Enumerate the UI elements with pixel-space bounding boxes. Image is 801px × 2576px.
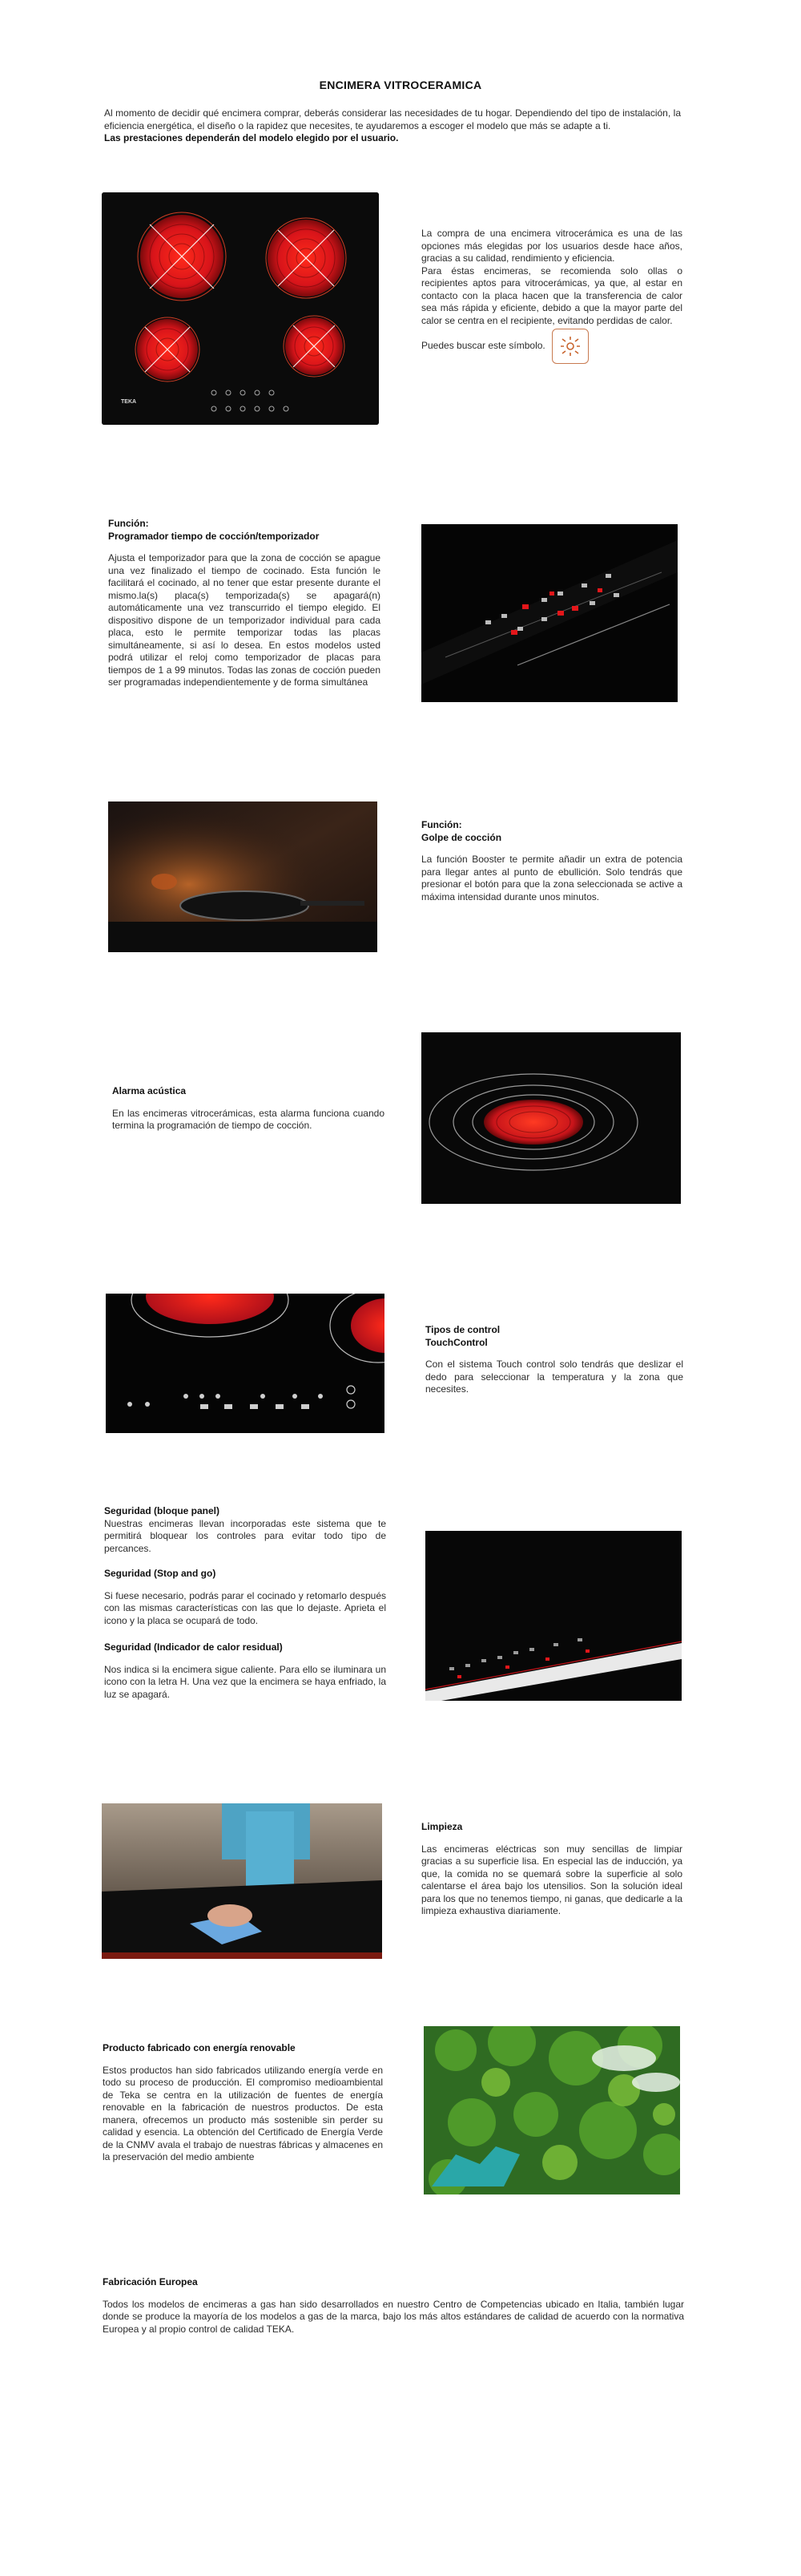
section7-text (421, 1821, 682, 1918)
cookware-symbol-icon (552, 329, 589, 364)
timer-controls-image (421, 524, 678, 702)
intro-bold-line: Las prestaciones dependerán del modelo elegido por el usuario. (104, 132, 399, 143)
section1-text (421, 228, 682, 364)
section1-paragraph2: Para éstas encimeras, se recomienda solo ollas o recipientes aptos para vitrocerámicas, ya que, al estar en contacto con la placa hacen que la transferencia de calor sea más rápida y eficiente, debido a que la mayor parte del calor se centra en el recipiente, evitando perdidas de calor. (421, 264, 682, 326)
section9-heading: Fabricación Europea (103, 2276, 198, 2287)
section4-heading: Alarma acústica (112, 1085, 187, 1096)
section1-symbol-text: Puedes buscar este símbolo. (421, 340, 545, 352)
section8-paragraph: Estos productos han sido fabricados utilizando energía verde en todo su proceso de producción. El compromiso medioambiental de Teka se centra en la utilización de fuentes de energía renovable en la fabricación de nuestros productos. De esta manera, ofrecemos un producto más sostenible sin perder su calidad y esencia. La obtención del Certificado de Energía Verde de la CNMV avala el trabajo de nuestras fábricas y almacenes en la preservación del medio ambiente (103, 2064, 383, 2162)
section3-text (421, 819, 682, 903)
section2-heading2: Programador tiempo de cocción/temporizador (108, 530, 320, 542)
section1-paragraph1: La compra de una encimera vitrocerámica es una de las opciones más elegidas por los usuarios desde hace años, gracias a su calidad, rendimiento y eficiencia. (421, 228, 682, 264)
section2-paragraph: Ajusta el temporizador para que la zona de cocción se apague una vez finalizado el tiempo de cocinado. Esta función le facilitará el cocinado, al no tener que estar presente durante el mismo.la(s) placa(s) temporizada(s) se apagará(n) automáticamente una vez transcurrido el tiempo elegido. El dispositivo dispone de un temporizador individual para cada placa, esto le permite temporizar todas las placas simultáneamente, si así lo desea. En estos modelos usted podrá utilizar el reloj como temporizador de placas para tiempos de 1 a 99 minutos. Todas las zonas de cocción pueden ser programadas independientemente y de forma simultánea (108, 552, 380, 688)
section6-heading3: Seguridad (Indicador de calor residual) (104, 1641, 283, 1653)
section8-heading: Producto fabricado con energía renovable (103, 2042, 296, 2053)
section4-text (112, 1085, 384, 1133)
safety-controls-image (425, 1531, 682, 1701)
section3-paragraph: La función Booster te permite añadir un extra de potencia para llegar antes al punto de ebullición. Solo tendrás que presionar el botón para que la zona seleccionada se active a máxima intensidad durante unos minutos. (421, 854, 682, 902)
section5-text (425, 1324, 683, 1396)
section5-heading1: Tipos de control (425, 1324, 501, 1335)
section7-paragraph: Las encimeras eléctricas son muy sencillas de limpiar gracias a su superficie lisa. En especial las de inducción, ya que, la comida no se quemará sobre la superficie al solo calentarse el área bajo los utensilios. Son la solución ideal para los que no tenemos tiempo, ni ganas, que dedicarle a la limpieza exhaustiva diariamente. (421, 1843, 682, 1916)
touch-control-image (106, 1294, 384, 1433)
section6-paragraph3: Nos indica si la encimera sigue caliente. Para ello se iluminara un icono con la letra H. Una vez que la encimera se haya enfriado, la luz se apagará. (104, 1663, 386, 1700)
section2-heading1: Función: (108, 518, 149, 529)
section2-text (108, 518, 380, 689)
section9-paragraph: Todos los modelos de encimeras a gas han sido desarrollados en nuestro Centro de Competencias ubicado en Italia, también lugar donde se produce la mayoría de los modelos a gas de la marca, bajo los más altos estándares de calidad de acuerdo con la normativa Europea y al propio control de calidad TEKA. (103, 2298, 684, 2335)
section6-paragraph2: Si fuese necesario, podrás parar el cocinado y retomarlo después con las mismas características con las que lo dejaste. Aprieta el icono y la placa se ocupará de todo. (104, 1589, 386, 1626)
intro (104, 107, 681, 145)
cooktop-top-view-image (102, 192, 379, 425)
booster-pan-image (108, 801, 377, 952)
section5-paragraph: Con el sistema Touch control solo tendrás que deslizar el dedo para seleccionar la temperatura y la zona que necesites. (425, 1359, 683, 1395)
section6-text (104, 1505, 386, 1701)
section5-heading2: TouchControl (425, 1336, 488, 1348)
section9-text (103, 2276, 684, 2336)
section6-heading2: Seguridad (Stop and go) (104, 1568, 216, 1579)
section7-heading: Limpieza (421, 1821, 463, 1832)
section3-heading2: Golpe de cocción (421, 831, 502, 843)
brand-mark: TEKA (121, 399, 137, 405)
intro-text: Al momento de decidir qué encimera comprar, deberás considerar las necesidades de tu hogar. Dependiendo del tipo de instalación, la eficiencia energética, el diseño o la rapidez que necesites, te ayudaremos a escoger el modelo que más se adapte a ti. (104, 107, 681, 131)
page-title: ENCIMERA VITROCERAMICA (319, 79, 482, 91)
forest-image (424, 2026, 680, 2194)
section6-heading1: Seguridad (bloque panel) (104, 1505, 220, 1516)
section6-paragraph1: Nuestras encimeras llevan incorporadas este sistema que te permitirá bloquear los controles para evitar todo tipo de percances. (104, 1517, 386, 1554)
cleaning-image (102, 1803, 382, 1959)
section3-heading1: Función: (421, 819, 462, 830)
alarm-burner-image (421, 1032, 681, 1204)
section8-text (103, 2042, 383, 2164)
section4-paragraph: En las encimeras vitrocerámicas, esta alarma funciona cuando termina la programación de tiempo de cocción. (112, 1107, 384, 1131)
